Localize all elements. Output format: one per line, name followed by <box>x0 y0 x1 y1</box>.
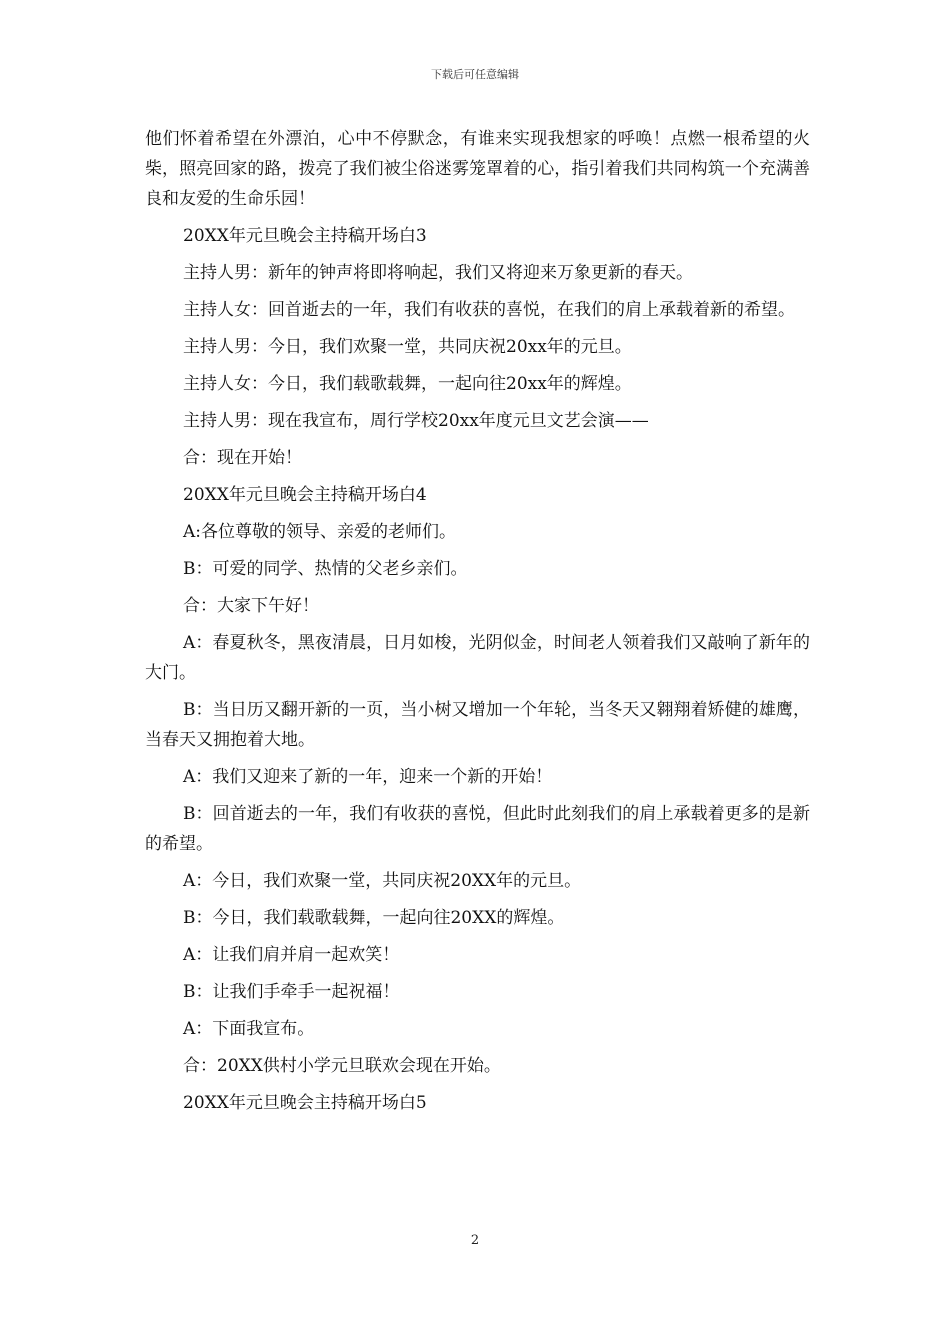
paragraph: A：让我们肩并肩一起欢笑！ <box>183 945 400 965</box>
page-header: 下载后可任意编辑 <box>431 68 519 81</box>
paragraph: 主持人女：回首逝去的一年，我们有收获的喜悦，在我们的肩上承载着新的希望。 <box>183 300 795 320</box>
paragraph: B：当日历又翻开新的一页，当小树又增加一个年轮，当冬天又翱翔着矫健的雄鹰，当春天又拥抱着大地。 <box>145 700 810 750</box>
section-heading: 20XX年元旦晚会主持稿开场白3 <box>183 226 427 246</box>
paragraph: A:各位尊敬的领导、亲爱的老师们。 <box>183 522 457 542</box>
paragraph: A：我们又迎来了新的一年，迎来一个新的开始！ <box>183 767 553 787</box>
paragraph: 主持人女：今日，我们载歌载舞，一起向往20xx年的辉煌。 <box>183 374 632 394</box>
paragraph: 主持人男：今日，我们欢聚一堂，共同庆祝20xx年的元旦。 <box>183 337 632 357</box>
paragraph: 合：20XX供村小学元旦联欢会现在开始。 <box>183 1056 501 1076</box>
paragraph: 主持人男：现在我宣布，周行学校20xx年度元旦文艺会演—— <box>183 411 649 431</box>
paragraph: A：下面我宣布。 <box>183 1019 315 1039</box>
paragraph: 主持人男：新年的钟声将即将响起，我们又将迎来万象更新的春天。 <box>183 263 693 283</box>
paragraph: 合：大家下午好！ <box>183 596 319 616</box>
paragraph: B：今日，我们载歌载舞，一起向往20XX的辉煌。 <box>183 908 565 928</box>
paragraph: 合：现在开始！ <box>183 448 302 468</box>
page-number: 2 <box>470 1233 480 1248</box>
paragraph: A：春夏秋冬，黑夜清晨，日月如梭，光阴似金，时间老人领着我们又敲响了新年的大门。 <box>145 633 810 683</box>
section-heading: 20XX年元旦晚会主持稿开场白4 <box>183 485 427 505</box>
paragraph: 他们怀着希望在外漂泊，心中不停默念，有谁来实现我想家的呼唤！点燃一根希望的火柴，照亮回家的路，拨亮了我们被尘俗迷雾笼罩着的心，指引着我们共同构筑一个充满善良和友爱的生命乐园！ <box>145 129 810 209</box>
paragraph: B：可爱的同学、热情的父老乡亲们。 <box>183 559 468 579</box>
section-heading: 20XX年元旦晚会主持稿开场白5 <box>183 1093 427 1113</box>
paragraph: B：回首逝去的一年，我们有收获的喜悦，但此时此刻我们的肩上承载着更多的是新的希望。 <box>145 804 810 854</box>
document-body <box>145 124 810 1125</box>
paragraph: A：今日，我们欢聚一堂，共同庆祝20XX年的元旦。 <box>183 871 582 891</box>
paragraph: B：让我们手牵手一起祝福！ <box>183 982 400 1002</box>
